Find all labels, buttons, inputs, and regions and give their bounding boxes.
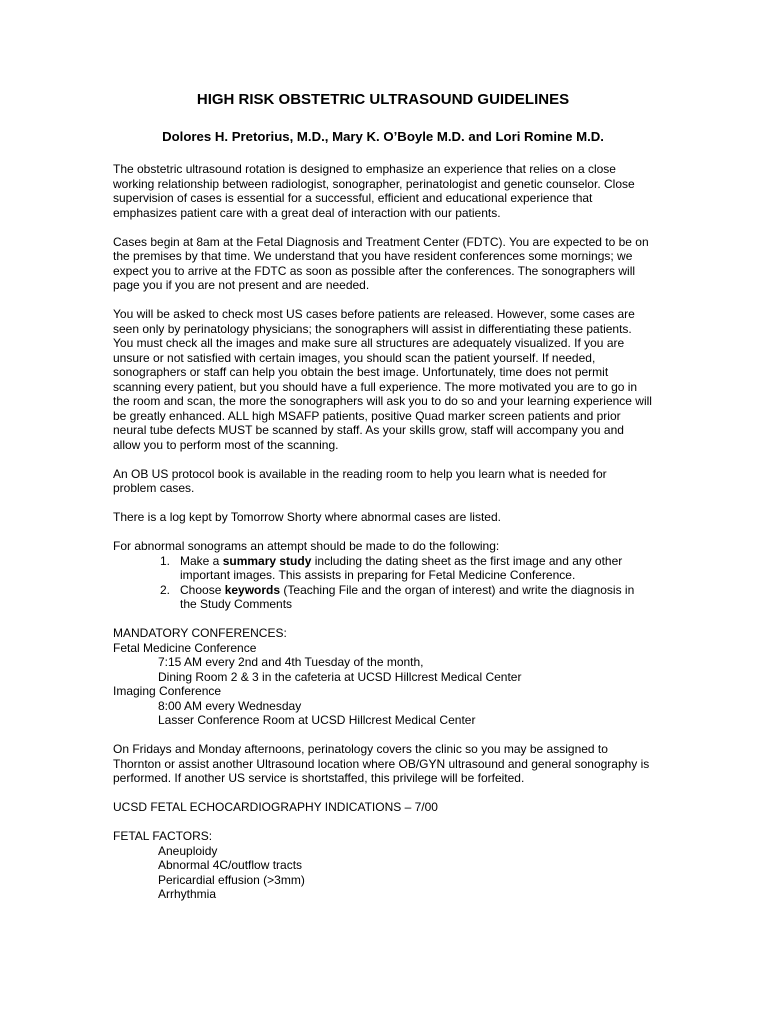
step-text: including the dating sheet as the first image and any other important images. This assists in preparing for Fetal Medicine Conference. bbox=[180, 553, 623, 582]
fetal-conference-location: Dining Room 2 & 3 in the cafeteria at UCSD Hillcrest Medical Center bbox=[158, 669, 522, 684]
list-item: Aneuploidy bbox=[158, 843, 218, 858]
list-item bbox=[113, 583, 653, 612]
step-text: (Teaching File and the organ of interest) and write the diagnosis in the Study Comments bbox=[180, 582, 635, 611]
fetal-conference-name: Fetal Medicine Conference bbox=[113, 640, 257, 655]
imaging-conference-time: 8:00 AM every Wednesday bbox=[158, 698, 302, 713]
log-paragraph: There is a log kept by Tomorrow Shorty where abnormal cases are listed. bbox=[113, 510, 501, 524]
schedule-paragraph: Cases begin at 8am at the Fetal Diagnosis and Treatment Center (FDTC). You are expected to be on the premises by that time. We understand that you have resident conferences some mornings; we expect you to arrive at the FDTC as soon as possible after the conferences. The sonographers will page you if you are not present and are needed. bbox=[113, 234, 649, 292]
list-item: Arrhythmia bbox=[158, 887, 217, 901]
list-item: Abnormal 4C/outflow tracts bbox=[158, 858, 303, 872]
step-text: Make a bbox=[180, 553, 223, 568]
step-text: Choose bbox=[180, 582, 225, 597]
abnormal-intro-paragraph: For abnormal sonograms an attempt should be made to do the following: bbox=[113, 539, 500, 553]
conferences-heading: MANDATORY CONFERENCES: bbox=[113, 626, 287, 640]
conferences-section bbox=[113, 626, 653, 728]
list-item bbox=[113, 554, 653, 583]
imaging-conference-name: Imaging Conference bbox=[113, 684, 222, 698]
protocol-paragraph: An OB US protocol book is available in the reading room to help you learn what is needed for problem cases. bbox=[113, 466, 607, 495]
document-authors: Dolores H. Pretorius, M.D., Mary K. O’Boyle M.D. and Lori Romine M.D. bbox=[162, 129, 604, 144]
fetal-conference-time: 7:15 AM every 2nd and 4th Tuesday of the month, bbox=[158, 655, 424, 669]
fetal-factors-section bbox=[113, 829, 653, 902]
document-page bbox=[113, 90, 653, 902]
step-number: 2. bbox=[160, 582, 171, 597]
checking-paragraph: You will be asked to check most US cases before patients are released. However, some cases are seen only by perinatology physicians; the sonographers will assist in differentiating these patients. You must check all the images and make sure all structures are adequately visualized. If you are unsure or not satisfied with certain images, you should scan the patient yourself. If needed, sonographers or staff can help you obtain the best image. Unfortunately, time does not permit scanning every patient, but you should have a full experience. The more motivated you are to go in the room and scan, the more the sonographers will ask you to do so and your learning experience will be greatly enhanced. ALL high MSAFP patients, positive Quad marker screen patients and prior neural tube defects MUST be scanned by staff. As your skills grow, staff will accompany you and allow you to perform most of the scanning. bbox=[113, 307, 652, 452]
document-title: HIGH RISK OBSTETRIC ULTRASOUND GUIDELINES bbox=[196, 91, 570, 108]
step-number: 1. bbox=[160, 553, 171, 568]
intro-paragraph: The obstetric ultrasound rotation is designed to emphasize an experience that relies on a close working relationship between radiologist, sonographer, perinatologist and genetic counselor. Close supervision of cases is essential for a successful, efficient and educational experience that emphasizes patient care with a great deal of interaction with our patients. bbox=[113, 162, 635, 220]
echo-heading: UCSD FETAL ECHOCARDIOGRAPHY INDICATIONS – 7/00 bbox=[113, 800, 438, 814]
abnormal-steps-list bbox=[113, 554, 653, 612]
list-item: Pericardial effusion (>3mm) bbox=[158, 872, 305, 887]
step-keyword: summary study bbox=[222, 553, 312, 568]
imaging-conference-location: Lasser Conference Room at UCSD Hillcrest Medical Center bbox=[158, 713, 476, 727]
step-keyword: keywords bbox=[224, 582, 281, 597]
fetal-factors-heading: FETAL FACTORS: bbox=[113, 829, 213, 843]
fridays-paragraph: On Fridays and Monday afternoons, perinatology covers the clinic so you may be assigned to Thornton or assist another Ultrasound location where OB/GYN ultrasound and general sonography is performed. If another US service is shortstaffed, this privilege will be forfeited. bbox=[113, 742, 650, 785]
